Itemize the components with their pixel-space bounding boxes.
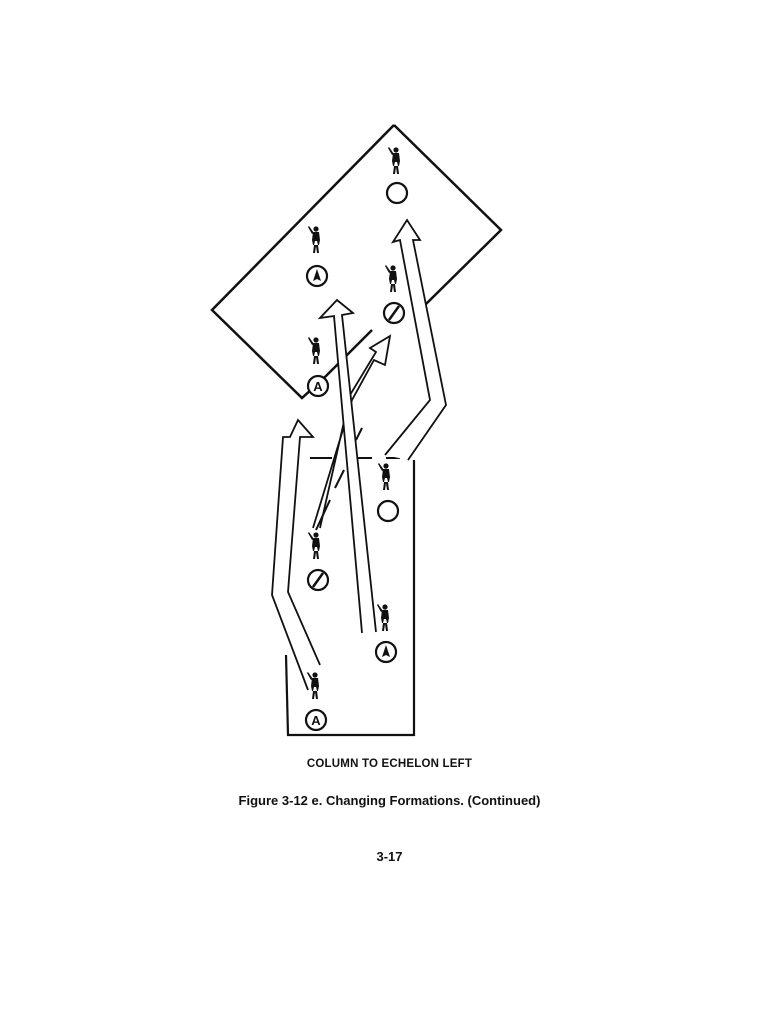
soldier-echelon-automatic-rifleman xyxy=(307,226,327,286)
position-marker-rifleman-icon xyxy=(387,183,407,203)
soldier-column-automatic-rifleman xyxy=(376,604,396,662)
diagram-label: COLUMN TO ECHELON LEFT xyxy=(306,758,473,770)
page-number: 3-17 xyxy=(376,849,403,864)
position-marker-rifleman-icon xyxy=(378,501,398,521)
movement-arrow-team-leader xyxy=(272,420,320,690)
soldier-echelon-rifleman xyxy=(387,147,407,203)
svg-text:A: A xyxy=(311,713,321,728)
soldier-echelon-team-leader xyxy=(308,337,328,396)
svg-text:A: A xyxy=(313,379,323,394)
movement-arrow-rifleman xyxy=(385,220,446,460)
soldier-column-grenadier xyxy=(308,532,328,590)
soldier-echelon-grenadier xyxy=(384,265,404,323)
figure-caption: Figure 3-12 e. Changing Formations. (Continued) xyxy=(238,793,541,808)
echelon-formation-outline xyxy=(212,125,501,398)
soldier-column-rifleman xyxy=(378,463,398,521)
